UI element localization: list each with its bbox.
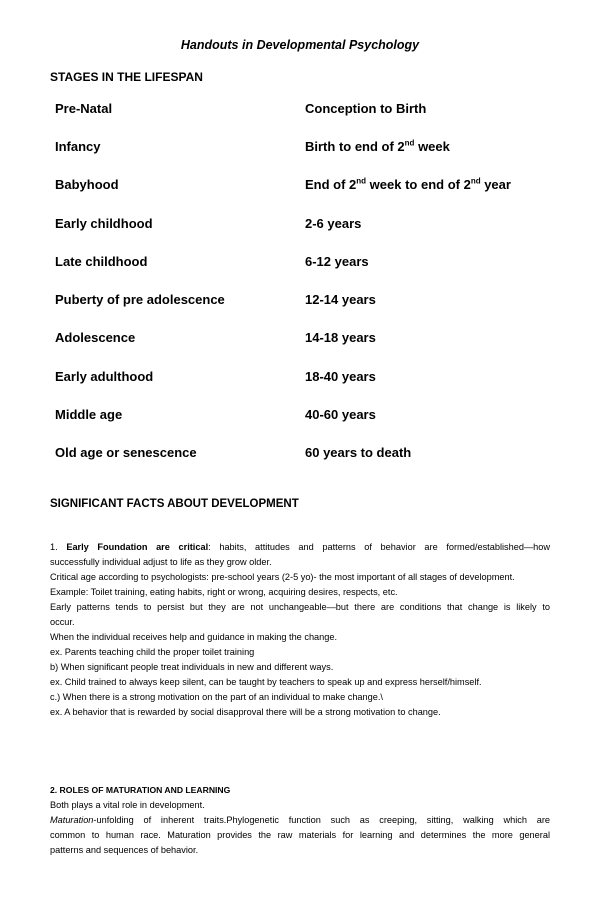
stage-row (55, 445, 555, 463)
stage-range (305, 139, 450, 154)
maturation-section (50, 783, 550, 858)
paragraph: When the individual receives help and guidance in making the change. (50, 632, 338, 642)
stage-row (55, 254, 555, 272)
facts-heading: SIGNIFICANT FACTS ABOUT DEVELOPMENT (50, 498, 299, 510)
stage-row (55, 369, 555, 387)
stage-range: 14-18 years (305, 330, 376, 345)
document-title: Handouts in Developmental Psychology (180, 38, 420, 52)
stage-name: Early adulthood (55, 369, 154, 384)
paragraph: b) When significant people treat individuals in new and different ways. (50, 662, 334, 672)
paragraph: patterns and sequences of behavior. (50, 845, 199, 855)
paragraph: ex. A behavior that is rewarded by social disapproval there will be a strong motivation to change. (50, 707, 441, 717)
paragraph: ex. Child trained to always keep silent, can be taught by teachers to speak up and express herself/himself. (50, 677, 482, 687)
paragraph: Both plays a vital role in development. (50, 800, 205, 810)
bold-term: Early Foundation are critical (66, 542, 209, 552)
stage-range: 40-60 years (305, 407, 376, 422)
stage-range-part: year (480, 177, 511, 192)
stage-row (55, 139, 555, 157)
stage-name: Adolescence (55, 330, 136, 345)
stage-range-part: Birth to end of 2 (305, 139, 405, 154)
paragraph: Critical age according to psychologists: pre-school years (2-5 yo)- the most important of all stages of development. (50, 572, 515, 582)
stage-range-part: week to end of 2 (366, 177, 471, 192)
paragraph: successfully individual adjust to life as they grow older. (50, 557, 272, 567)
section-heading: 2. ROLES OF MATURATION AND LEARNING (50, 785, 231, 795)
stage-row (55, 216, 555, 234)
paragraph: c.) When there is a strong motivation on the part of an individual to make change.\ (50, 692, 383, 702)
stage-name: Middle age (55, 407, 123, 422)
paragraph (50, 813, 550, 828)
stage-name: Late childhood (55, 254, 148, 269)
stage-range: Conception to Birth (305, 101, 427, 116)
ordinal-suffix: nd (470, 176, 481, 186)
paragraph: ex. Parents teaching child the proper toilet training (50, 647, 255, 657)
stage-row (55, 101, 555, 119)
stage-row (55, 177, 555, 195)
item-number: 1. (50, 542, 67, 552)
paragraph-text: : habits, attitudes and patterns of behavior are formed/established—how (208, 542, 551, 552)
facts-section (50, 540, 550, 720)
stage-range: 2-6 years (305, 216, 362, 231)
stage-range: 6-12 years (305, 254, 369, 269)
ordinal-suffix: nd (404, 138, 415, 148)
stage-row (55, 407, 555, 425)
stage-name: Puberty of pre adolescence (55, 292, 225, 307)
italic-term: Maturation (50, 815, 94, 825)
stage-range: 18-40 years (305, 369, 376, 384)
paragraph: Early patterns tends to persist but they are not unchangeable—but there are conditions that change is likely to (50, 602, 550, 612)
stage-name: Old age or senescence (55, 445, 197, 460)
stage-range: 60 years to death (305, 445, 412, 460)
stage-name: Infancy (55, 139, 101, 154)
stage-row (55, 292, 555, 310)
stage-name: Pre-Natal (55, 101, 113, 116)
stages-heading: STAGES IN THE LIFESPAN (50, 70, 203, 84)
stage-name: Babyhood (55, 177, 119, 192)
paragraph: occur. (50, 617, 75, 627)
stage-range: 12-14 years (305, 292, 376, 307)
stage-range-part: End of 2 (305, 177, 357, 192)
paragraph: common to human race. Maturation provides the raw materials for learning and determines the more general (50, 830, 550, 840)
stage-range-part: week (414, 139, 450, 154)
paragraph (50, 540, 550, 555)
ordinal-suffix: nd (356, 176, 367, 186)
stage-range (305, 177, 511, 192)
paragraph: Example: Toilet training, eating habits, right or wrong, acquiring desires, respects, etc. (50, 587, 398, 597)
stage-name: Early childhood (55, 216, 153, 231)
paragraph-text: -unfolding of inherent traits.Phylogenetic function such as creeping, sitting, walking which are (93, 815, 550, 825)
stage-row (55, 330, 555, 348)
